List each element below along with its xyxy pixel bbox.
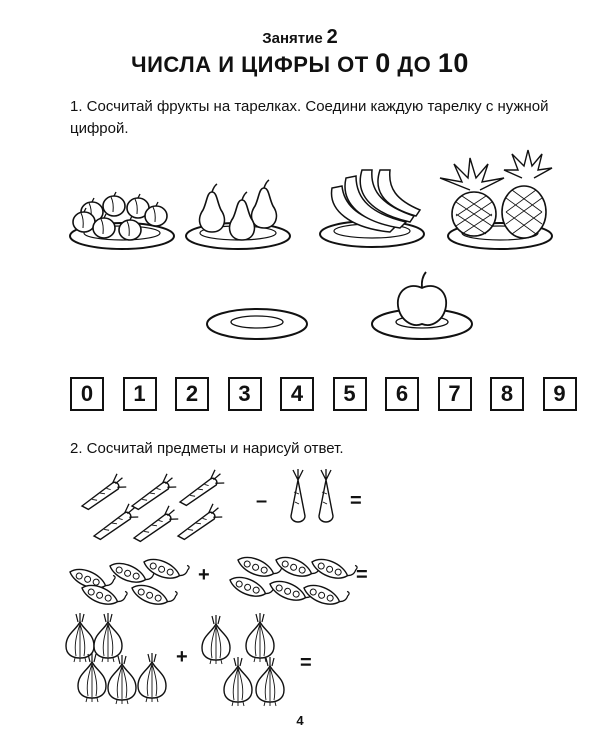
digit-box-9: 9 xyxy=(543,377,577,411)
task1-text: 1. Сосчитай фрукты на тарелках. Соедини каждую тарелку с нужной цифрой. xyxy=(70,98,549,137)
plate-apple xyxy=(372,272,472,339)
carrots-subtract-group xyxy=(291,469,333,522)
onions-group-right xyxy=(202,613,284,706)
plus-sign-row2: + xyxy=(198,564,210,586)
digit-box-8: 8 xyxy=(490,377,524,411)
plus-sign-row3: + xyxy=(176,646,188,668)
plate-pineapples xyxy=(440,150,552,249)
page-number: 4 xyxy=(296,713,304,728)
digit-box-7: 7 xyxy=(438,377,472,411)
peas-group-left xyxy=(67,552,189,609)
plate-plums xyxy=(70,192,174,249)
title-zero: 0 xyxy=(375,48,391,78)
equals-sign-row3: = xyxy=(300,652,312,674)
peas-group-right xyxy=(227,550,357,609)
title-ten: 10 xyxy=(437,48,469,78)
plate-bananas xyxy=(320,170,424,247)
carrots-group xyxy=(76,468,226,543)
title-part1: ЧИСЛА И ЦИФРЫ ОТ xyxy=(131,52,376,77)
title-part2: ДО xyxy=(390,52,438,77)
digit-row xyxy=(70,377,595,411)
digit-box-6: 6 xyxy=(385,377,419,411)
lesson-number: 2 xyxy=(326,26,338,48)
digit-box-2: 2 xyxy=(175,377,209,411)
digit-box-0: 0 xyxy=(70,377,104,411)
digit-box-1: 1 xyxy=(123,377,157,411)
equals-sign-row2: = xyxy=(356,564,368,586)
onions-group-left xyxy=(66,613,166,704)
lesson-word: Занятие xyxy=(262,30,323,47)
plate-pears xyxy=(186,180,290,249)
digit-box-3: 3 xyxy=(228,377,262,411)
minus-sign: – xyxy=(256,490,268,512)
digit-box-4: 4 xyxy=(280,377,314,411)
task2-text: 2. Сосчитай предметы и нарисуй ответ. xyxy=(70,440,344,457)
plate-empty xyxy=(207,309,307,339)
digit-box-5: 5 xyxy=(333,377,367,411)
equals-sign-row1: = xyxy=(350,490,362,512)
